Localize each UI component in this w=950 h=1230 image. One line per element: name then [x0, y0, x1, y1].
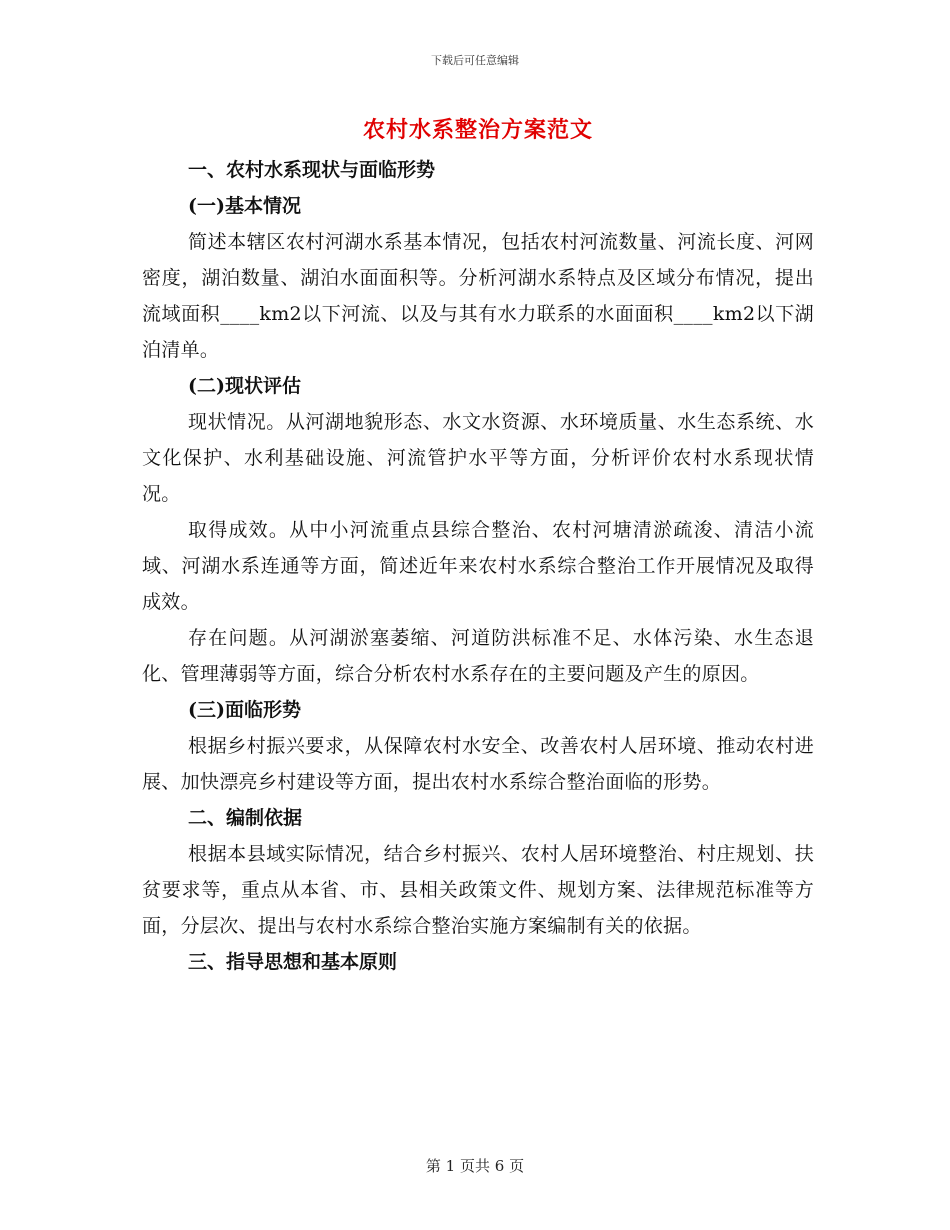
paragraph-achievements: 取得成效。从中小河流重点县综合整治、农村河塘清淤疏浚、清洁小流域、河湖水系连通等方面，简述近年来农村水系综合整治工作开展情况及取得成效。 — [142, 519, 814, 613]
section-heading-1: 一、农村水系现状与面临形势 — [188, 159, 436, 181]
subsection-heading-basic: (一)基本情况 — [188, 195, 301, 217]
paragraph-problems: 存在问题。从河湖淤塞萎缩、河道防洪标准不足、水体污染、水生态退化、管理薄弱等方面，综合分析农村水系存在的主要问题及产生的原因。 — [142, 627, 814, 685]
document-title: 农村水系整治方案范文 — [362, 117, 593, 143]
header-note: 下载后可任意编辑 — [431, 54, 519, 67]
document-body — [142, 110, 814, 980]
paragraph-basis: 根据本县域实际情况，结合乡村振兴、农村人居环境整治、村庄规划、扶贫要求等，重点从本省、市、县相关政策文件、规划方案、法律规范标准等方面，分层次、提出与农村水系综合整治实施方案编制有关的依据。 — [142, 843, 814, 937]
subsection-heading-situation: (三)面临形势 — [188, 699, 301, 721]
section-heading-3: 三、指导思想和基本原则 — [188, 951, 398, 973]
paragraph-basic-situation: 简述本辖区农村河湖水系基本情况，包括农村河流数量、河流长度、河网密度，湖泊数量、湖泊水面面积等。分析河湖水系特点及区域分布情况，提出流域面积____km2以下河流、以及与其有水力联系的水面面积____km2以下湖泊清单。 — [142, 231, 814, 361]
section-heading-2: 二、编制依据 — [188, 807, 303, 829]
page-number: 第 1 页共 6 页 — [425, 1157, 525, 1175]
paragraph-current-status: 现状情况。从河湖地貌形态、水文水资源、水环境质量、水生态系统、水文化保护、水利基础设施、河流管护水平等方面，分析评价农村水系现状情况。 — [142, 411, 814, 505]
paragraph-situation: 根据乡村振兴要求，从保障农村水安全、改善农村人居环境、推动农村进展、加快漂亮乡村建设等方面，提出农村水系综合整治面临的形势。 — [142, 735, 814, 793]
subsection-heading-assessment: (二)现状评估 — [188, 375, 301, 397]
